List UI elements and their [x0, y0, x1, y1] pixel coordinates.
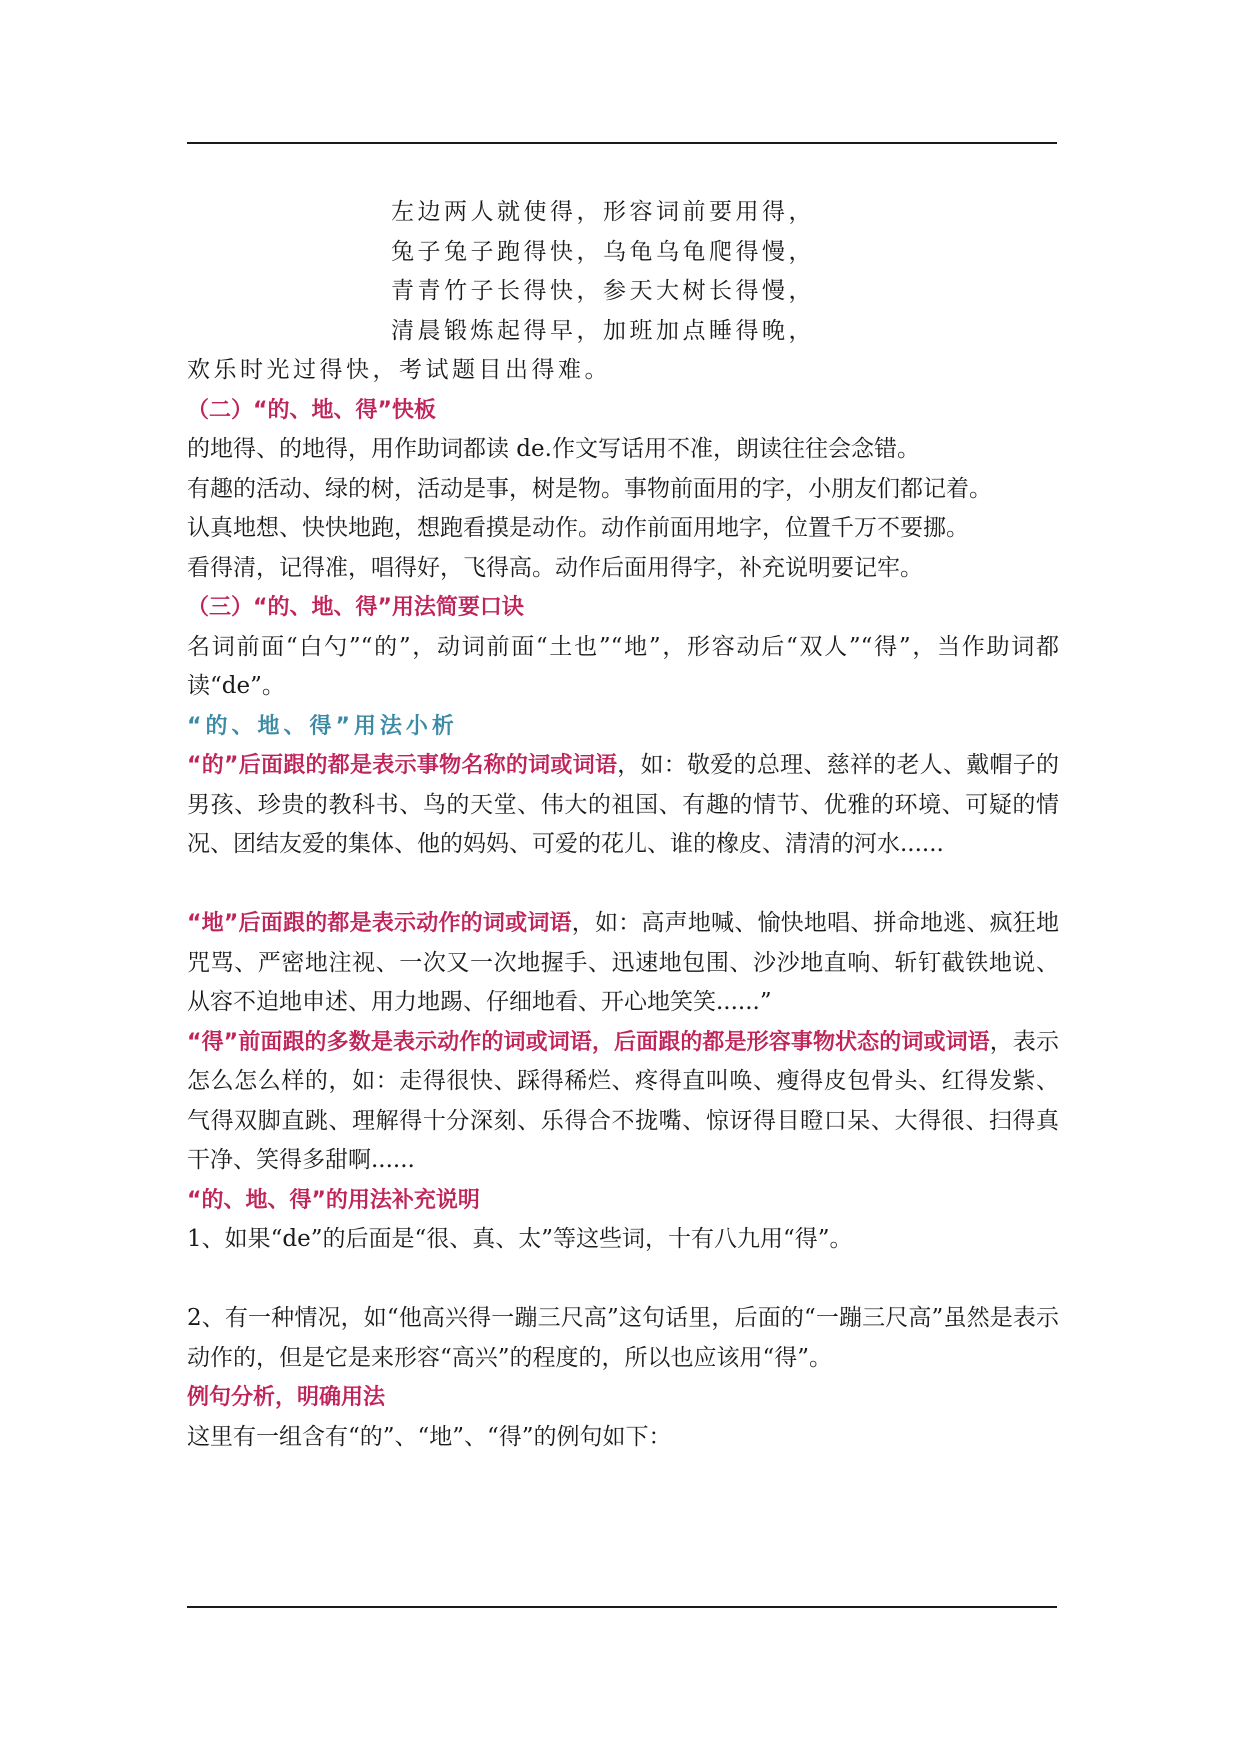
- supplement-heading: “的、地、得”的用法补充说明: [187, 1187, 480, 1213]
- supplement-item-2: 2、有一种情况，如“他高兴得一蹦三尺高”这句话里，后面的“一蹦三尺高”虽然是表示动作的，但是它是来形容“高兴”的程度的，所以也应该用“得”。: [187, 1305, 1059, 1371]
- analysis-heading: “的、地、得”用法小析: [187, 713, 458, 739]
- section-heading-kuaiban: （二）“的、地、得”快板: [187, 397, 436, 423]
- de-usage-paragraph: [187, 746, 1059, 865]
- supplement-item-1: 1、如果“de”的后面是“很、真、太”等这些词，十有八九用“得”。: [187, 1226, 853, 1252]
- footer-rule: [187, 1606, 1057, 1608]
- koujue-paragraph: 名词前面“白勺”“的”，动词前面“土也”“地”，形容动后“双人”“得”，当作助词都读“de”。: [187, 633, 1059, 699]
- poem-line: 左边两人就使得，形容词前要用得，: [391, 199, 815, 225]
- blank-line: [187, 865, 1059, 905]
- header-rule: [187, 142, 1057, 144]
- poem-line: 兔子兔子跑得快，乌龟乌龟爬得慢，: [391, 238, 815, 265]
- kuaiban-line: 的地得、的地得，用作助词都读 de.作文写话用不准，朗读往往会念错。: [187, 436, 920, 462]
- dei-rule-emphasis: “得”前面跟的多数是表示动作的词或词语，后面跟的都是形容事物状态的词或词语: [187, 1029, 990, 1055]
- poem-line: 青青竹子长得快，参天大树长得慢，: [391, 278, 815, 304]
- kuaiban-line: 有趣的活动、绿的树，活动是事，树是物。事物前面用的字，小朋友们都记着。: [187, 475, 992, 502]
- examples-heading: 例句分析，明确用法: [187, 1385, 386, 1410]
- de-examples: ，如：敬爱的总理、慈祥的老人、戴帽子的男孩、珍贵的教科书、鸟的天堂、伟大的祖国、有趣的情节、优雅的环境、可疑的情况、团结友爱的集体、他的妈妈、可爱的花儿、谁的橡皮、清清的河水......: [187, 752, 1060, 857]
- de-rule-emphasis: “的”后面跟的都是表示事物名称的词或词语: [187, 753, 618, 778]
- dei-examples: ，表示怎么怎么样的，如：走得很快、踩得稀烂、疼得直叫唤、瘦得皮包骨头、红得发紫、气得双脚直跳、理解得十分深刻、乐得合不拢嘴、惊讶得目瞪口呆、大得很、扫得真干净、笑得多甜啊......: [187, 1028, 1060, 1173]
- blank-line: [187, 1260, 1059, 1300]
- kuaiban-line: 认真地想、快快地跑，想跑看摸是动作。动作前面用地字，位置千万不要挪。: [187, 515, 969, 541]
- poem-closing-line: 欢乐时光过得快，考试题目出得难。: [187, 357, 611, 383]
- di-examples: ，如：高声地喊、愉快地唱、拼命地逃、疯狂地咒骂、严密地注视、一次又一次地握手、迅速地包围、沙沙地直响、斩钉截铁地说、从容不迫地申述、用力地踢、仔细地看、开心地笑笑......”: [187, 910, 1060, 1015]
- kuaiban-line: 看得清，记得准，唱得好，飞得高。动作后面用得字，补充说明要记牢。: [187, 554, 923, 581]
- di-rule-emphasis: “地”后面跟的都是表示动作的词或词语: [187, 911, 572, 936]
- dei-usage-paragraph: [187, 1023, 1059, 1181]
- section-heading-koujue: （三）“的、地、得”用法简要口诀: [187, 595, 524, 620]
- examples-intro: 这里有一组含有“的”、“地”、“得”的例句如下：: [187, 1423, 672, 1450]
- poem-line: 清晨锻炼起得早，加班加点睡得晚，: [391, 317, 815, 344]
- document-body: [187, 193, 1059, 1457]
- di-usage-paragraph: [187, 904, 1059, 1023]
